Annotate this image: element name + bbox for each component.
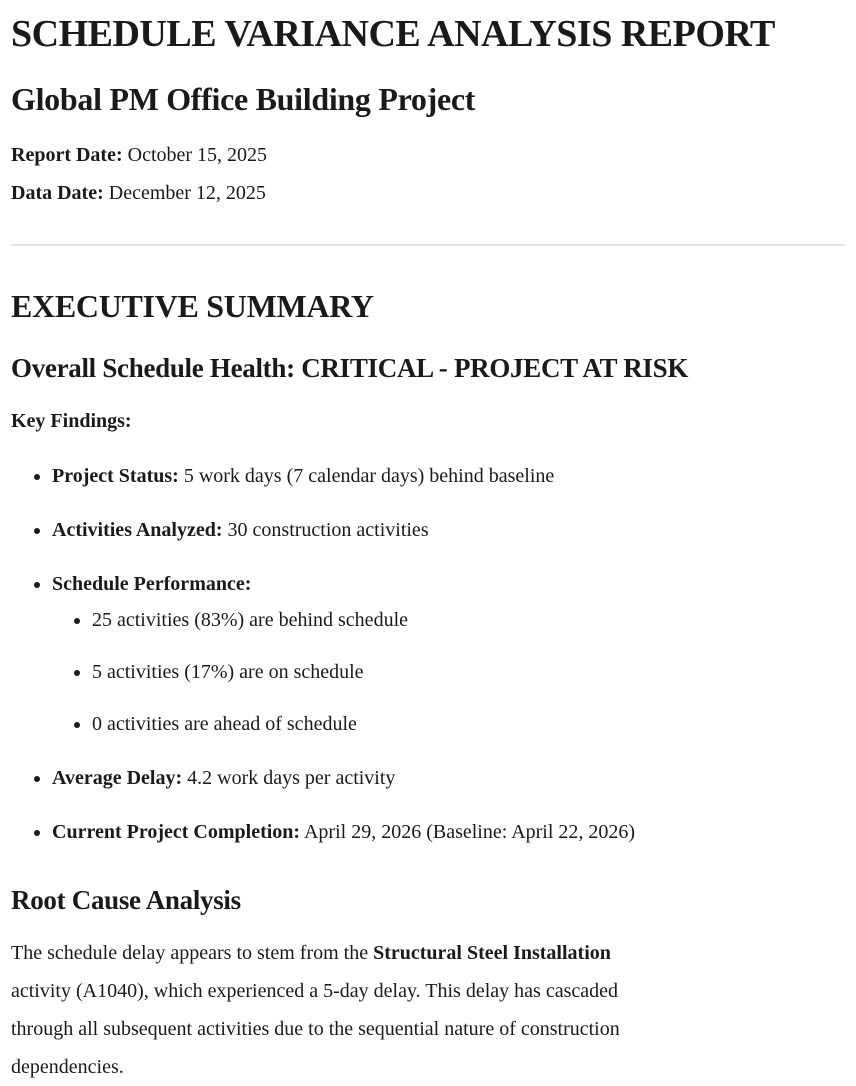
schedule-health-heading: Overall Schedule Health: CRITICAL - PROJECT AT RISK bbox=[11, 353, 689, 383]
root-cause-text-end: activity (A1040), which experienced a 5-day delay. This delay has cascaded through all subsequent activities due to the sequential nature of construction dependencies. bbox=[11, 980, 620, 1078]
sub-finding-behind-schedule: • 25 activities (83%) are behind schedule bbox=[92, 603, 845, 637]
finding-current-completion bbox=[52, 815, 845, 849]
report-title: SCHEDULE VARIANCE ANALYSIS REPORT bbox=[11, 13, 775, 55]
root-cause-paragraph bbox=[11, 934, 666, 1086]
key-findings-list bbox=[11, 459, 845, 849]
finding-project-status bbox=[52, 459, 845, 493]
finding-label: Current Project Completion: bbox=[52, 821, 301, 843]
finding-label: Average Delay: bbox=[52, 767, 183, 789]
data-date-value: December 12, 2025 bbox=[103, 182, 266, 204]
report-meta bbox=[11, 136, 845, 212]
report-date-row bbox=[11, 136, 845, 174]
schedule-performance-sublist bbox=[52, 603, 845, 741]
data-date-label: Data Date: bbox=[11, 182, 104, 204]
finding-schedule-performance bbox=[52, 567, 845, 741]
project-name-subtitle: Global PM Office Building Project bbox=[11, 81, 476, 117]
root-cause-text-start: The schedule delay appears to stem from the bbox=[11, 942, 374, 964]
finding-average-delay bbox=[52, 761, 845, 795]
sub-finding-on-schedule: • 5 activities (17%) are on schedule bbox=[92, 655, 845, 689]
report-date-value: October 15, 2025 bbox=[122, 144, 268, 166]
finding-activities-analyzed bbox=[52, 513, 845, 547]
root-cause-heading: Root Cause Analysis bbox=[11, 885, 241, 915]
finding-text: 5 work days (7 calendar days) behind baseline bbox=[178, 465, 555, 487]
section-divider bbox=[11, 244, 845, 246]
executive-summary-heading: EXECUTIVE SUMMARY bbox=[11, 288, 374, 324]
finding-text: 4.2 work days per activity bbox=[182, 767, 396, 789]
finding-label: Project Status: bbox=[52, 465, 179, 487]
sub-finding-ahead-of-schedule: • 0 activities are ahead of schedule bbox=[92, 707, 845, 741]
finding-text: 30 construction activities bbox=[222, 519, 429, 541]
key-findings-label: Key Findings: bbox=[11, 410, 132, 432]
finding-label: Activities Analyzed: bbox=[52, 519, 223, 541]
report-date-label: Report Date: bbox=[11, 144, 123, 166]
finding-text: April 29, 2026 (Baseline: April 22, 2026) bbox=[300, 821, 636, 843]
data-date-row bbox=[11, 174, 845, 212]
root-cause-bold-activity: Structural Steel Installation bbox=[373, 942, 611, 964]
finding-label: Schedule Performance: bbox=[52, 573, 252, 595]
